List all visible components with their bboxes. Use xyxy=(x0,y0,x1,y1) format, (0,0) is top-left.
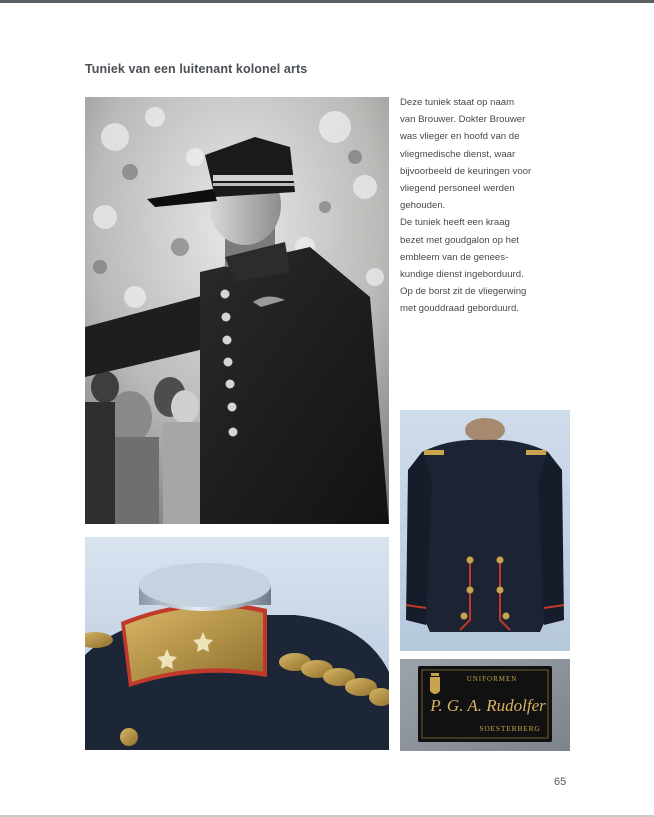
collar-closeup-illustration xyxy=(85,537,389,750)
page-number: 65 xyxy=(554,776,567,788)
tailor-label-photo xyxy=(400,659,570,751)
body-line: De tuniek heeft een kraag xyxy=(400,217,510,229)
top-rule xyxy=(0,0,654,3)
body-line: met gouddraad geborduurd. xyxy=(400,303,519,315)
body-line: van Brouwer. Dokter Brouwer xyxy=(400,114,526,126)
body-line: Op de borst zit de vliegerwing xyxy=(400,286,527,298)
label-tailor-name: P. G. A. Rudolfer xyxy=(430,696,546,715)
body-line: bijvoorbeeld de keuringen voor xyxy=(400,165,532,177)
body-line: was vlieger en hoofd van de xyxy=(400,131,520,143)
body-line: embleem van de genees- xyxy=(400,251,509,263)
label-city-text: SOESTERBERG xyxy=(479,724,541,733)
tailor-label-illustration xyxy=(400,659,570,751)
body-text xyxy=(400,94,550,318)
body-line: gehouden. xyxy=(400,200,446,212)
officer-portrait-photo xyxy=(85,97,389,524)
body-line: kundige dienst ingeborduurd. xyxy=(400,269,524,281)
tunic-back-photo xyxy=(400,410,570,651)
body-line: Deze tuniek staat op naam xyxy=(400,97,515,108)
body-line: bezet met goudgalon op het xyxy=(400,234,519,246)
page-title: Tuniek van een luitenant kolonel arts xyxy=(85,62,308,76)
officer-portrait-illustration xyxy=(85,97,389,524)
tunic-back-illustration xyxy=(400,410,570,651)
body-line: vliegend personeel werden xyxy=(400,183,515,195)
body-line: vliegmedische dienst, waar xyxy=(400,148,516,160)
collar-closeup-photo xyxy=(85,537,389,750)
label-uniformen-text: UNIFORMEN xyxy=(466,675,518,683)
